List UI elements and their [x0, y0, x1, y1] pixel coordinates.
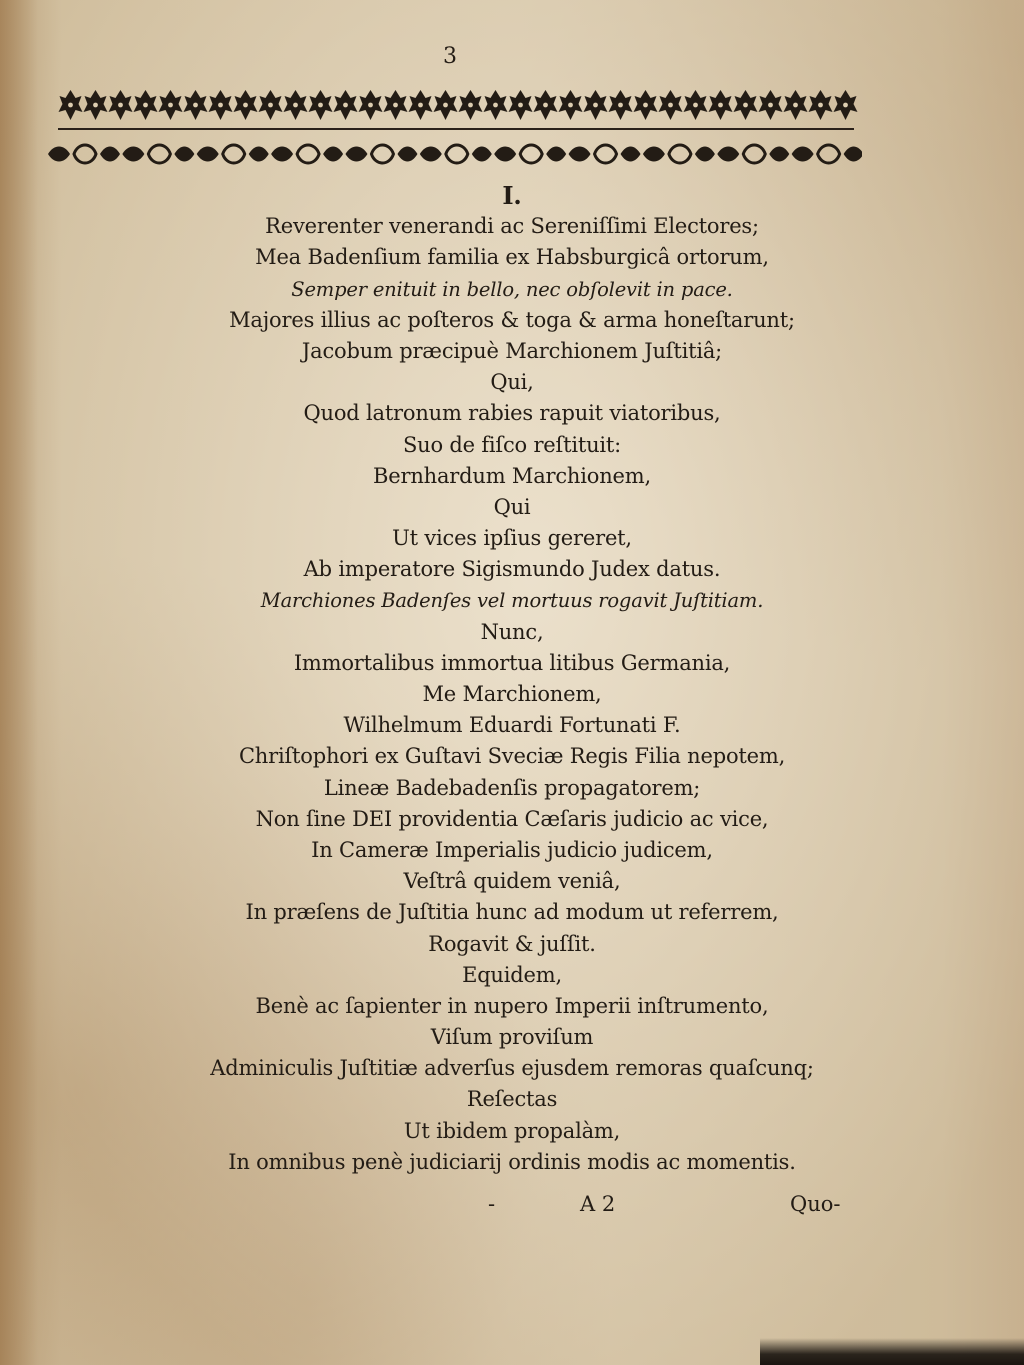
arabesque-icon [643, 145, 715, 163]
fleuron-icon [684, 90, 708, 120]
arabesque-icon [345, 145, 417, 163]
arabesque-icon [48, 145, 120, 163]
fleuron-icon [109, 90, 133, 120]
text-line: Semper enituit in bello, nec obſolevit in pace. [291, 277, 733, 301]
text-line: Adminiculis Juſtitiæ adverſus ejusdem remoras quaſcunq; [210, 1056, 814, 1081]
arabesque-icon [271, 145, 343, 163]
page-footer [0, 1192, 1024, 1226]
arabesque-icon [717, 145, 789, 163]
fleuron-icon [834, 90, 858, 120]
text-line: Quod latronum rabies rapuit viatoribus, [303, 401, 721, 426]
fleuron-icon [634, 90, 658, 120]
arabesque-border-row [44, 140, 862, 168]
signature-mark: A 2 [580, 1192, 616, 1216]
text-line: Lineæ Badebadenſis propagatorem; [323, 775, 701, 800]
text-line: Nunc, [480, 619, 544, 644]
text-line: Suo de fiſco reſtituit: [402, 432, 622, 457]
fleuron-icon [159, 90, 183, 120]
text-line: Wilhelmum Eduardi Fortunati F. [343, 713, 681, 738]
text-line: Ab imperatore Sigismundo Judex datus. [303, 557, 721, 582]
fleuron-icon [734, 90, 758, 120]
text-line: Benè ac ſapienter in nupero Imperii inſtrumento, [255, 993, 769, 1018]
text-block [0, 180, 1024, 1178]
fleuron-icon [584, 90, 608, 120]
divider-rule [58, 128, 854, 130]
text-line: Me Marchionem, [422, 682, 602, 706]
fleuron-icon [484, 90, 508, 120]
text-line: In omnibus penè judiciarij ordinis modis ac momentis. [228, 1149, 796, 1174]
text-line: Chriſtophori ex Guſtavi Sveciæ Regis Filia nepotem, [238, 744, 786, 769]
text-line: Jacobum præcipuè Marchionem Juſtitiâ; [301, 338, 723, 363]
fleuron-icon [309, 90, 333, 120]
fleuron-icon [559, 90, 583, 120]
fleuron-icon [459, 90, 483, 120]
fleuron-icon [234, 90, 258, 120]
section-number: I. [502, 181, 522, 210]
arabesque-border-icon [44, 140, 862, 168]
fleuron-ornament-icon [58, 86, 858, 124]
fleuron-icon [184, 90, 208, 120]
page-edge-shadow [760, 1338, 1024, 1365]
fleuron-icon [509, 90, 533, 120]
arabesque-icon [122, 145, 194, 163]
text-line: Qui, [490, 370, 534, 395]
text-line: Majores illius ac poſteros & toga & arma honeſtarunt; [229, 307, 795, 332]
text-line: In præſens de Juſtitia hunc ad modum ut referrem, [245, 900, 779, 925]
text-line: Viſum proviſum [430, 1025, 594, 1050]
arabesque-icon [792, 145, 862, 163]
text-line: Mea Badenſium familia ex Habsburgicâ ortorum, [255, 245, 769, 270]
text-line: Rogavit & juſſit. [428, 931, 596, 956]
text-line: In Cameræ Imperialis judicio judicem, [311, 837, 713, 862]
fleuron-icon [784, 90, 808, 120]
text-line: Veſtrâ quidem veniâ, [403, 869, 621, 894]
fleuron-icon [809, 90, 833, 120]
fleuron-icon [84, 90, 108, 120]
fleuron-icon [134, 90, 158, 120]
text-line: Reſectas [466, 1087, 558, 1112]
arabesque-icon [420, 145, 492, 163]
text-line: Qui [493, 494, 531, 519]
footer-dash: - [488, 1192, 496, 1216]
fleuron-icon [609, 90, 633, 120]
fleuron-icon [709, 90, 733, 120]
text-line: Equidem, [462, 962, 562, 987]
fleuron-icon [659, 90, 683, 120]
catchword: Quo- [790, 1192, 841, 1216]
poem-lines [0, 211, 1024, 1178]
fleuron-icon [409, 90, 433, 120]
text-line: Marchiones Badenſes vel mortuus rogavit Juſtitiam. [260, 589, 764, 613]
fleuron-icon [284, 90, 308, 120]
fleuron-icon [209, 90, 233, 120]
text-line: Immortalibus immortua litibus Germania, [293, 650, 731, 675]
arabesque-icon [197, 145, 269, 163]
fleuron-icon [59, 90, 83, 120]
fleuron-icon [434, 90, 458, 120]
fleuron-icon [384, 90, 408, 120]
text-line: Ut vices ipſius gereret, [392, 526, 632, 551]
text-line: Ut ibidem propalàm, [403, 1118, 621, 1143]
fleuron-icon [759, 90, 783, 120]
text-line: Bernhardum Marchionem, [373, 463, 651, 488]
text-line: Reverenter venerandi ac Sereniſſimi Electores; [265, 214, 759, 239]
fleuron-icon [334, 90, 358, 120]
fleuron-icon [359, 90, 383, 120]
page-number: 3 [443, 44, 457, 69]
arabesque-icon [494, 145, 566, 163]
fleuron-ornament-row [58, 86, 858, 124]
fleuron-icon [259, 90, 283, 120]
text-line: Non ſine DEI providentia Cæſaris judicio ac vice, [255, 806, 769, 831]
fleuron-icon [534, 90, 558, 120]
arabesque-icon [569, 145, 641, 163]
